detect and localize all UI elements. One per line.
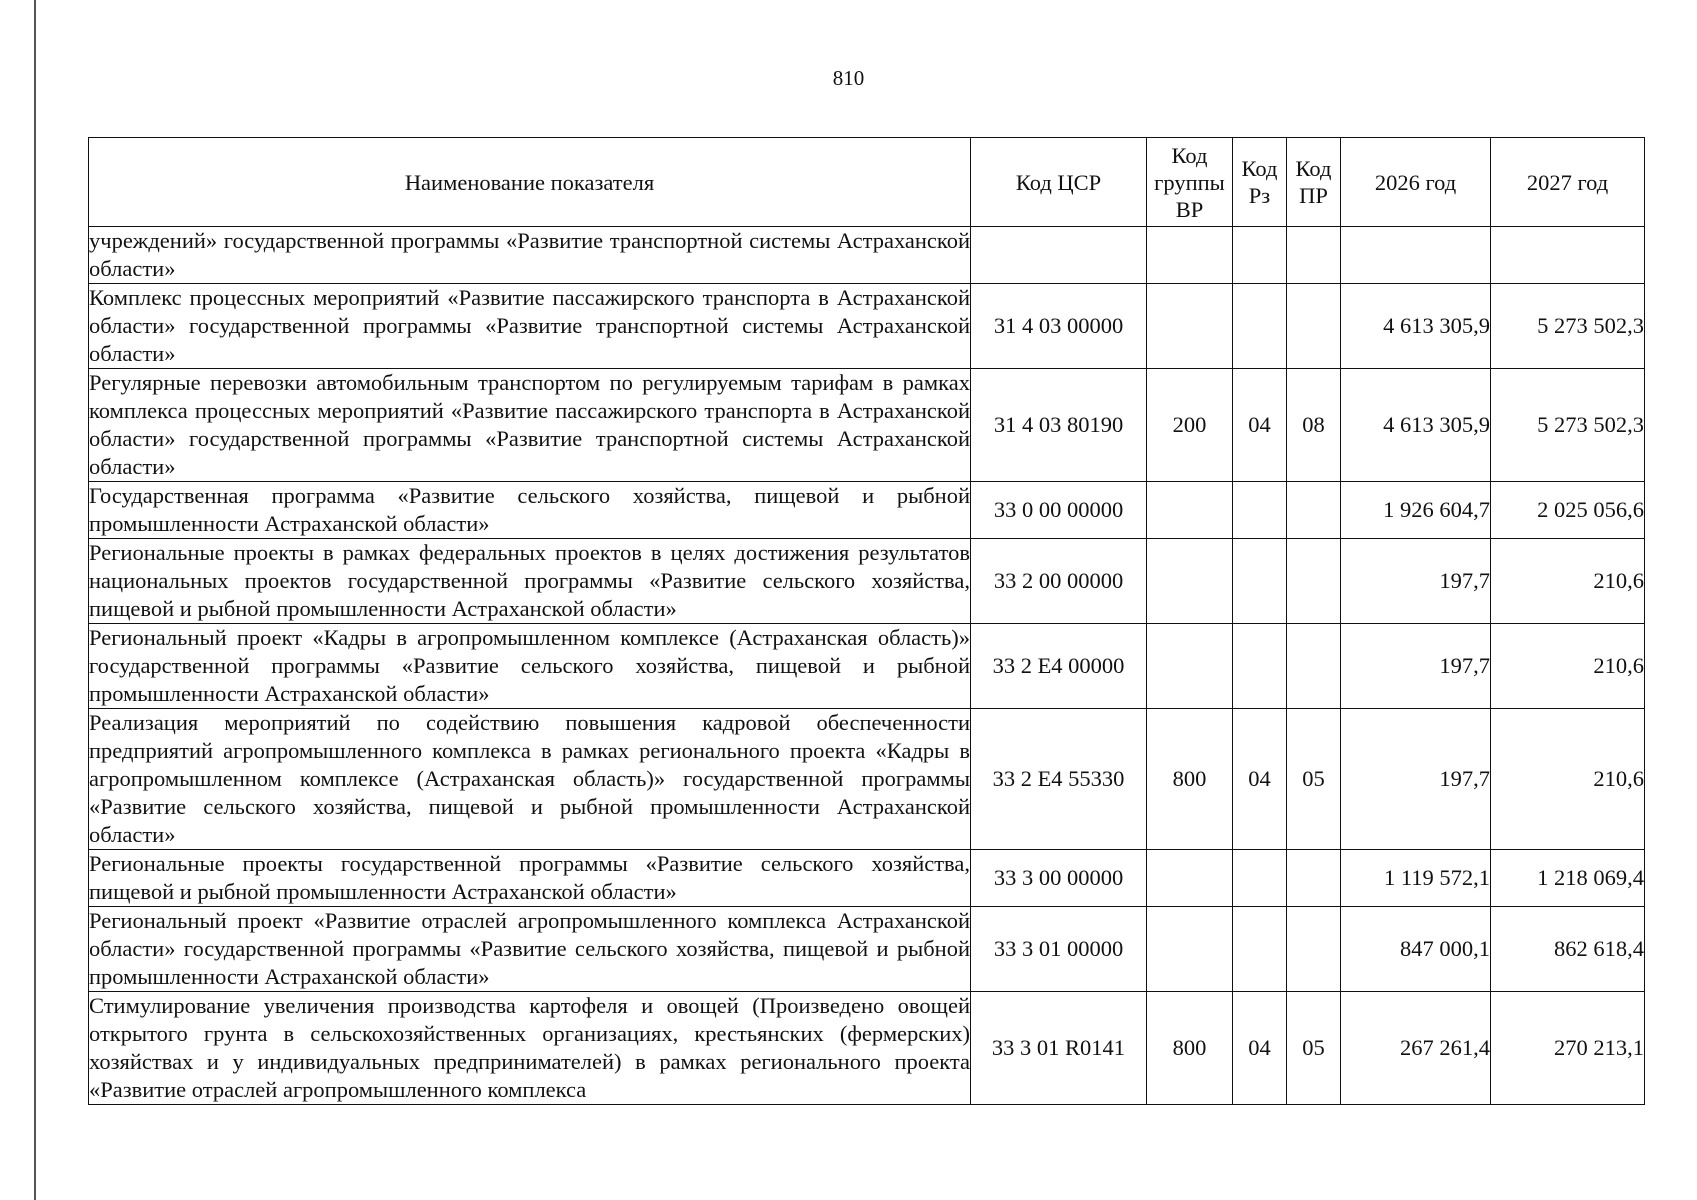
row-amount-2027: 210,6 [1491,709,1645,850]
row-csr-code: 33 3 01 R0141 [971,992,1147,1105]
row-amount-2027 [1491,227,1645,284]
row-rz-code [1233,539,1287,624]
row-amount-2026: 1 119 572,1 [1341,850,1491,907]
row-amount-2027: 210,6 [1491,539,1645,624]
table-row [89,624,1645,709]
row-csr-code: 33 2 00 00000 [971,539,1147,624]
row-csr-code: 31 4 03 80190 [971,369,1147,482]
table-row [89,227,1645,284]
table-row [89,482,1645,539]
row-pr-code: 05 [1287,709,1341,850]
row-amount-2027: 210,6 [1491,624,1645,709]
table-header-row [89,138,1645,227]
header-year-2027: 2027 год [1491,138,1645,227]
header-year-2026: 2026 год [1341,138,1491,227]
row-amount-2026: 4 613 305,9 [1341,369,1491,482]
row-amount-2026 [1341,227,1491,284]
row-vr-code [1147,482,1233,539]
row-name: Региональные проекты государственной программы «Развитие сельского хозяйства, пищевой и рыбной промышленности Астраханской области» [89,850,971,907]
header-rz-code: Код Рз [1233,138,1287,227]
row-rz-code [1233,284,1287,369]
row-rz-code [1233,227,1287,284]
row-vr-code: 200 [1147,369,1233,482]
row-name: Государственная программа «Развитие сельского хозяйства, пищевой и рыбной промышленности Астраханской области» [89,482,971,539]
table-row [89,992,1645,1105]
table-row [89,709,1645,850]
row-amount-2027: 862 618,4 [1491,907,1645,992]
row-pr-code [1287,482,1341,539]
header-pr-code: Код ПР [1287,138,1341,227]
header-name: Наименование показателя [89,138,971,227]
row-vr-code [1147,227,1233,284]
row-rz-code: 04 [1233,992,1287,1105]
scan-edge-line [34,0,36,1200]
row-vr-code: 800 [1147,709,1233,850]
row-pr-code [1287,907,1341,992]
header-csr-code: Код ЦСР [971,138,1147,227]
row-amount-2027: 5 273 502,3 [1491,284,1645,369]
page-number: 810 [832,66,865,90]
row-vr-code [1147,539,1233,624]
row-rz-code [1233,482,1287,539]
row-amount-2026: 1 926 604,7 [1341,482,1491,539]
budget-table [88,137,1645,1105]
row-amount-2026: 847 000,1 [1341,907,1491,992]
row-amount-2026: 197,7 [1341,624,1491,709]
row-rz-code [1233,907,1287,992]
row-csr-code: 33 2 Е4 55330 [971,709,1147,850]
row-pr-code [1287,227,1341,284]
row-csr-code: 33 0 00 00000 [971,482,1147,539]
row-csr-code: 33 3 01 00000 [971,907,1147,992]
row-name: Комплекс процессных мероприятий «Развитие пассажирского транспорта в Астраханской области» государственной программы «Развитие транспортной системы Астраханской области» [89,284,971,369]
row-vr-code [1147,624,1233,709]
row-rz-code [1233,850,1287,907]
row-csr-code [971,227,1147,284]
table-row [89,369,1645,482]
row-pr-code [1287,624,1341,709]
table-row [89,907,1645,992]
row-amount-2027: 5 273 502,3 [1491,369,1645,482]
row-name: учреждений» государственной программы «Развитие транспортной системы Астраханской области» [89,227,971,284]
row-vr-code: 800 [1147,992,1233,1105]
row-name: Регулярные перевозки автомобильным транспортом по регулируемым тарифам в рамках комплекса процессных мероприятий «Развитие пассажирского транспорта в Астраханской области» государственной программы «Развитие транспортной системы Астраханской области» [89,369,971,482]
row-csr-code: 31 4 03 00000 [971,284,1147,369]
row-name: Региональные проекты в рамках федеральных проектов в целях достижения результатов национальных проектов государственной программы «Развитие сельского хозяйства, пищевой и рыбной промышленности Астраханской области» [89,539,971,624]
table-row [89,284,1645,369]
header-vr-code: Код группы ВР [1147,138,1233,227]
row-vr-code [1147,850,1233,907]
row-csr-code: 33 2 Е4 00000 [971,624,1147,709]
table-row [89,850,1645,907]
row-name: Региональный проект «Кадры в агропромышленном комплексе (Астраханская область)» государственной программы «Развитие сельского хозяйства, пищевой и рыбной промышленности Астраханской области» [89,624,971,709]
row-name: Реализация мероприятий по содействию повышения кадровой обеспеченности предприятий агропромышленного комплекса в рамках регионального проекта «Кадры в агропромышленном комплексе (Астраханская область)» государственной программы «Развитие сельского хозяйства, пищевой и рыбной промышленности Астраханской области» [89,709,971,850]
row-amount-2027: 2 025 056,6 [1491,482,1645,539]
row-rz-code: 04 [1233,709,1287,850]
row-amount-2026: 4 613 305,9 [1341,284,1491,369]
row-csr-code: 33 3 00 00000 [971,850,1147,907]
row-pr-code [1287,284,1341,369]
row-vr-code [1147,284,1233,369]
row-rz-code: 04 [1233,369,1287,482]
row-pr-code [1287,850,1341,907]
row-pr-code: 05 [1287,992,1341,1105]
table-row [89,539,1645,624]
row-amount-2026: 197,7 [1341,539,1491,624]
row-amount-2027: 1 218 069,4 [1491,850,1645,907]
row-pr-code [1287,539,1341,624]
row-rz-code [1233,624,1287,709]
row-vr-code [1147,907,1233,992]
row-name: Региональный проект «Развитие отраслей агропромышленного комплекса Астраханской области» государственной программы «Развитие сельского хозяйства, пищевой и рыбной промышленности Астраханской области» [89,907,971,992]
row-amount-2026: 197,7 [1341,709,1491,850]
row-pr-code: 08 [1287,369,1341,482]
row-amount-2026: 267 261,4 [1341,992,1491,1105]
row-name: Стимулирование увеличения производства картофеля и овощей (Произведено овощей открытого грунта в сельскохозяйственных организациях, крестьянских (фермерских) хозяйствах и у индивидуальных предпринимателей) в рамках регионального проекта «Развитие отраслей агропромышленного комплекса [89,992,971,1105]
row-amount-2027: 270 213,1 [1491,992,1645,1105]
